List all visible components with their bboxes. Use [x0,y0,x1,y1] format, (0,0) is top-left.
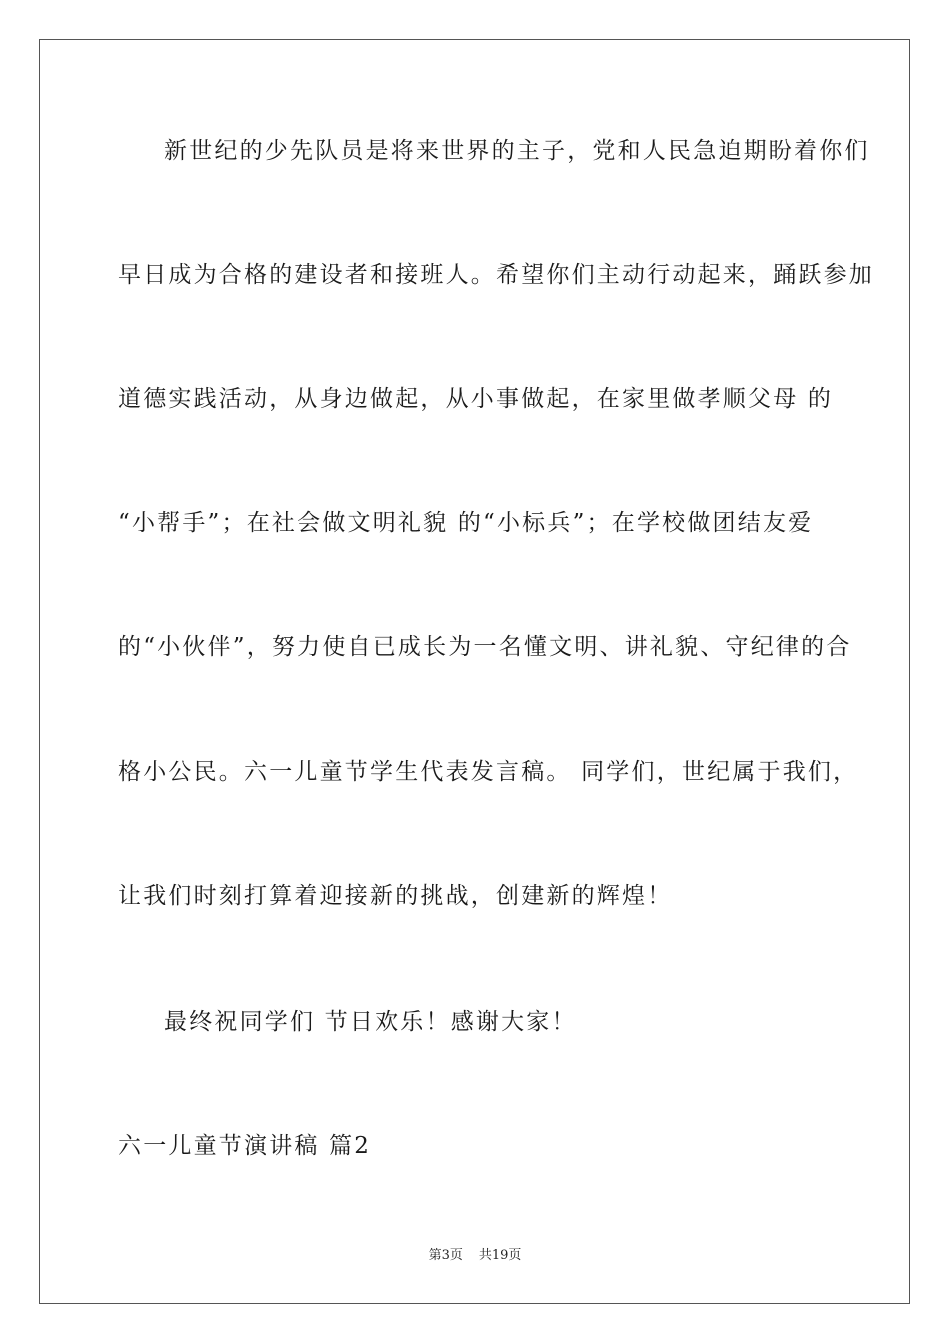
paragraph-line-5: 的“小伙伴”，努力使自已成长为一名懂文明、讲礼貌、守纪律的合 [118,634,852,660]
closing-line: 最终祝同学们 节日欢乐！感谢大家！ [164,1009,577,1035]
paragraph-line-3: 道德实践活动，从身边做起，从小事做起，在家里做孝顺父母 的 [118,386,834,412]
section-heading: 六一儿童节演讲稿 篇2 [118,1133,372,1159]
paragraph-line-4: “小帮手”；在社会做文明礼貌 的“小标兵”；在学校做团结友爱 [118,510,814,536]
paragraph-line-1: 新世纪的少先队员是将来世界的主子，党和人民急迫期盼着你们 [164,138,870,164]
page-total: 共19页 [478,1248,522,1263]
paragraph-line-7: 让我们时刻打算着迎接新的挑战，创建新的辉煌！ [118,883,673,909]
page-number: 第3页 [428,1248,463,1263]
paragraph-line-2: 早日成为合格的建设者和接班人。希望你们主动行动起来，踊跃参加 [118,262,874,288]
paragraph-line-6: 格小公民。六一儿童节学生代表发言稿。 同学们，世纪属于我们， [118,759,859,785]
page-footer [0,1247,950,1265]
page-border [39,39,910,1304]
